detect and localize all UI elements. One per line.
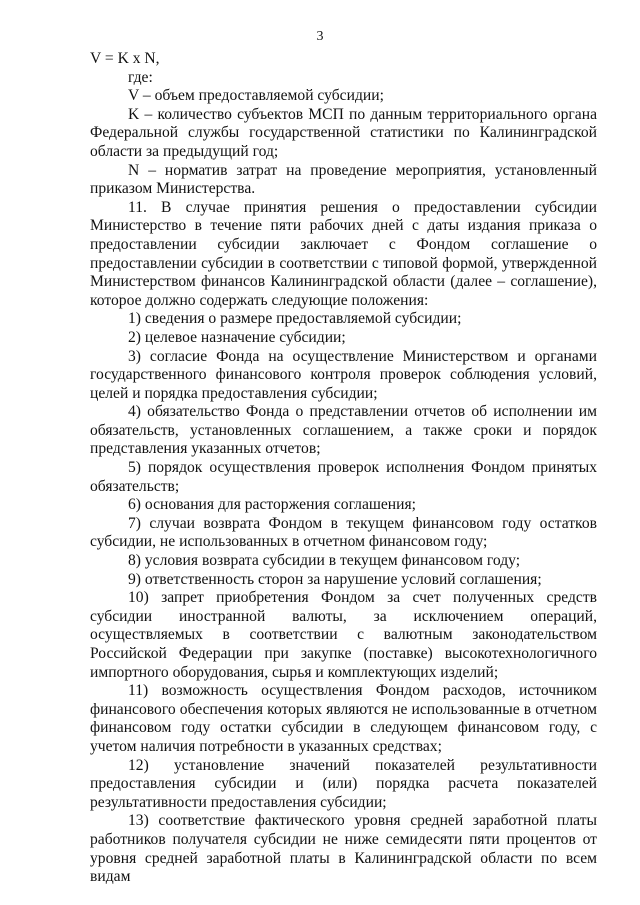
- document-body: [90, 50, 597, 887]
- list-item-4: 4) обязательство Фонда о представлении отчетов об исполнении им обязательств, установленных соглашением, а также сроки и порядок представления указанных отчетов;: [90, 403, 597, 458]
- definition-v: V – объем предоставляемой субсидии;: [128, 87, 384, 105]
- list-item-5: 5) порядок осуществления проверок исполнения Фондом принятых обязательств;: [90, 459, 597, 495]
- list-item-9: 9) ответственность сторон за нарушение условий соглашения;: [128, 570, 542, 588]
- clause-11: 11. В случае принятия решения о предоставлении субсидии Министерство в течение пяти рабочих дней с даты издания приказа о предоставлении субсидии заключает с Фондом соглашение о предоставлении субсидии в соответствии с типовой формой, утвержденной Министерством финансов Калининградской области (далее – соглашение), которое должно содержать следующие положения:: [90, 198, 597, 309]
- list-item-10: 10) запрет приобретения Фондом за счет полученных средств субсидии иностранной валюты, за исключением операций, осуществляемых в соответствии с валютным законодательством Российской Федерации при закупке (поставке) высокотехнологичного импортного оборудования, сырья и комплектующих изделий;: [90, 589, 597, 681]
- list-item-13: 13) соответствие фактического уровня средней заработной платы работников получателя субсидии не ниже семидесяти пяти процентов от уровня средней заработной платы в Калининградской области по всем видам: [90, 812, 597, 886]
- list-item-11: 11) возможность осуществления Фондом расходов, источником финансового обеспечения которых являются не использованные в отчетном финансовом году остатки субсидии в следующем финансовом году, с учетом наличия потребности в указанных средствах;: [90, 682, 597, 755]
- list-item-8: 8) условия возврата субсидии в текущем финансовом году;: [128, 552, 521, 570]
- definition-n: N – норматив затрат на проведение мероприятия, установленный приказом Министерства.: [90, 161, 597, 198]
- where-label: где:: [128, 68, 153, 86]
- list-item-2: 2) целевое назначение субсидии;: [128, 328, 346, 346]
- list-item-1: 1) сведения о размере предоставляемой субсидии;: [128, 310, 462, 328]
- list-item-12: 12) установление значений показателей результативности предоставления субсидии и (или) порядка расчета показателей результативности предоставления субсидии;: [90, 756, 597, 811]
- formula: V = K x N,: [90, 50, 160, 67]
- list-item-7: 7) случаи возврата Фондом в текущем финансовом году остатков субсидии, не использованных в отчетном финансовом году;: [90, 514, 597, 551]
- list-item-3: 3) согласие Фонда на осуществление Министерством и органами государственного финансового контроля проверок соблюдения условий, целей и порядка предоставления субсидии;: [90, 347, 597, 402]
- definition-k: K – количество субъектов МСП по данным территориального органа Федеральной службы государственной статистики по Калининградской области за предыдущий год;: [90, 105, 597, 160]
- page-number: 3: [316, 29, 324, 44]
- list-item-6: 6) основания для расторжения соглашения;: [128, 496, 417, 514]
